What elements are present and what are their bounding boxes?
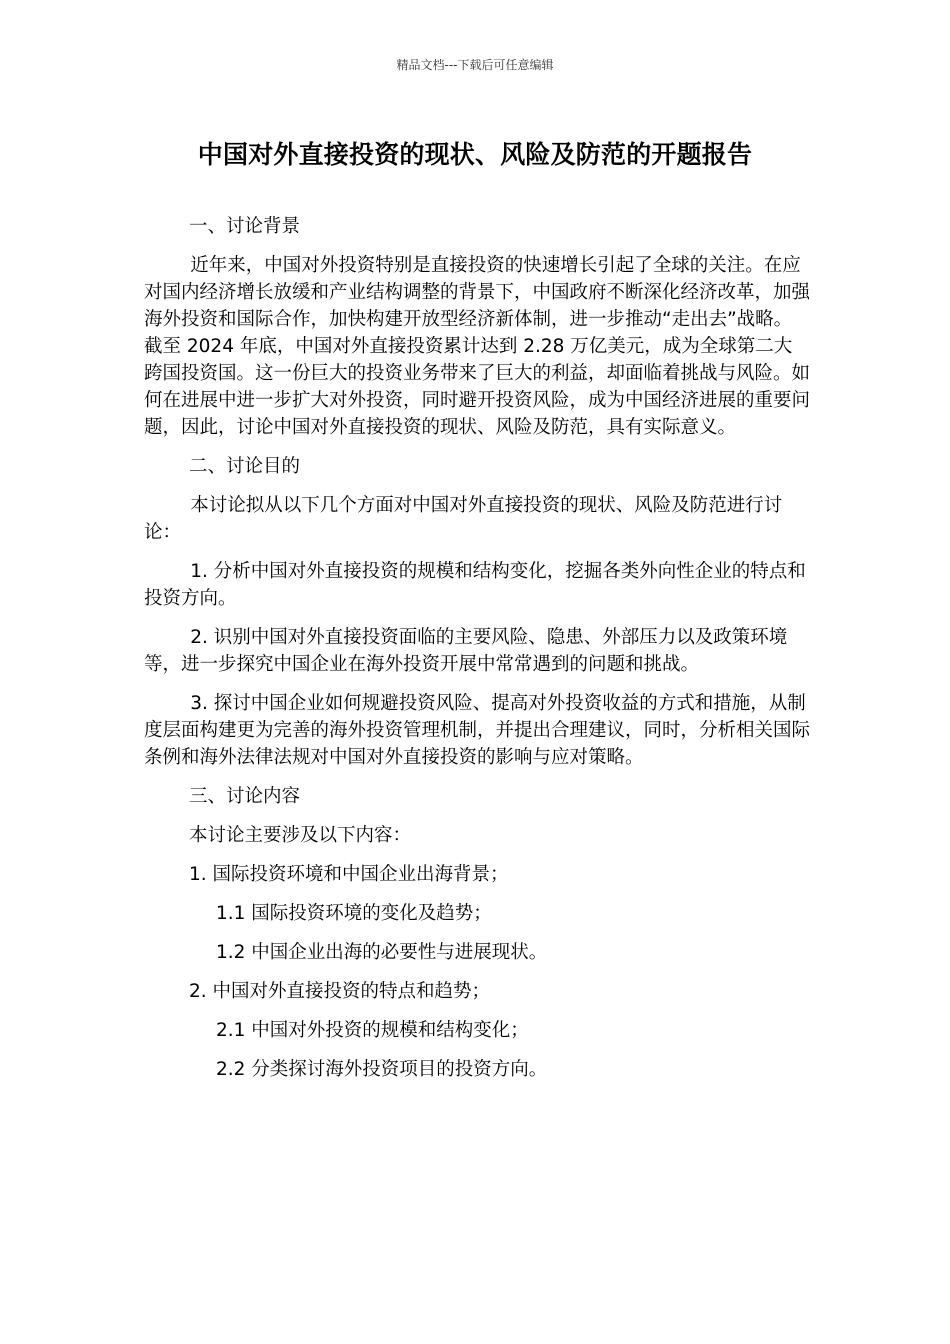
document-body [144,213,810,1095]
content-item-2-1: 2.1 中国对外投资的规模和结构变化； [216,1020,529,1041]
purpose-item-2: 2. 识别中国对外直接投资面临的主要风险、隐患、外部压力以及政策环境等，进一步探究中国企业在海外投资开展中常常遇到的问题和挑战。 [144,627,788,675]
header-note: 精品文档---下载后可任意编辑 [396,58,554,72]
content-item-1-2: 1.2 中国企业出海的必要性与进展现状。 [216,942,548,963]
background-paragraph: 近年来，中国对外投资特别是直接投资的快速增长引起了全球的关注。在应对国内经济增长放缓和产业结构调整的背景下，中国政府不断深化经济改革，加强海外投资和国际合作，加快构建开放型经济新体制，进一步推动“走出去”战略。截至 2024 年底，中国对外直接投资累计达到 2.28 万亿美元，成为全球第二大跨国投资国。这一份巨大的投资业务带来了巨大的利益，却面临着挑战与风险。如何在进展中进一步扩大对外投资，同时避开投资风险，成为中国经济进展的重要问题，因此，讨论中国对外直接投资的现状、风险及防范，具有实际意义。 [144,255,811,438]
content-item-2: 2. 中国对外直接投资的特点和趋势； [189,981,491,1002]
section-heading-content: 三、讨论内容 [189,786,301,807]
section-heading-background: 一、讨论背景 [189,216,301,237]
document-title: 中国对外直接投资的现状、风险及防范的开题报告 [197,140,753,169]
content-item-1-1: 1.1 国际投资环境的变化及趋势； [216,903,492,924]
content-item-2-2: 2.2 分类探讨海外投资项目的投资方向。 [216,1059,548,1080]
section-heading-purpose: 二、讨论目的 [189,456,301,477]
purpose-item-1: 1. 分析中国对外直接投资的规模和结构变化，挖掘各类外向性企业的特点和投资方向。 [144,561,806,609]
purpose-item-3: 3. 探讨中国企业如何规避投资风险、提高对外投资收益的方式和措施，从制度层面构建更为完善的海外投资管理机制，并提出合理建议，同时，分析相关国际条例和海外法律法规对中国对外直接投资的影响与应对策略。 [144,693,811,768]
content-intro: 本讨论主要涉及以下内容： [189,825,412,846]
purpose-intro: 本讨论拟从以下几个方面对中国对外直接投资的现状、风险及防范进行讨论： [144,495,783,543]
content-item-1: 1. 国际投资环境和中国企业出海背景； [189,864,509,885]
